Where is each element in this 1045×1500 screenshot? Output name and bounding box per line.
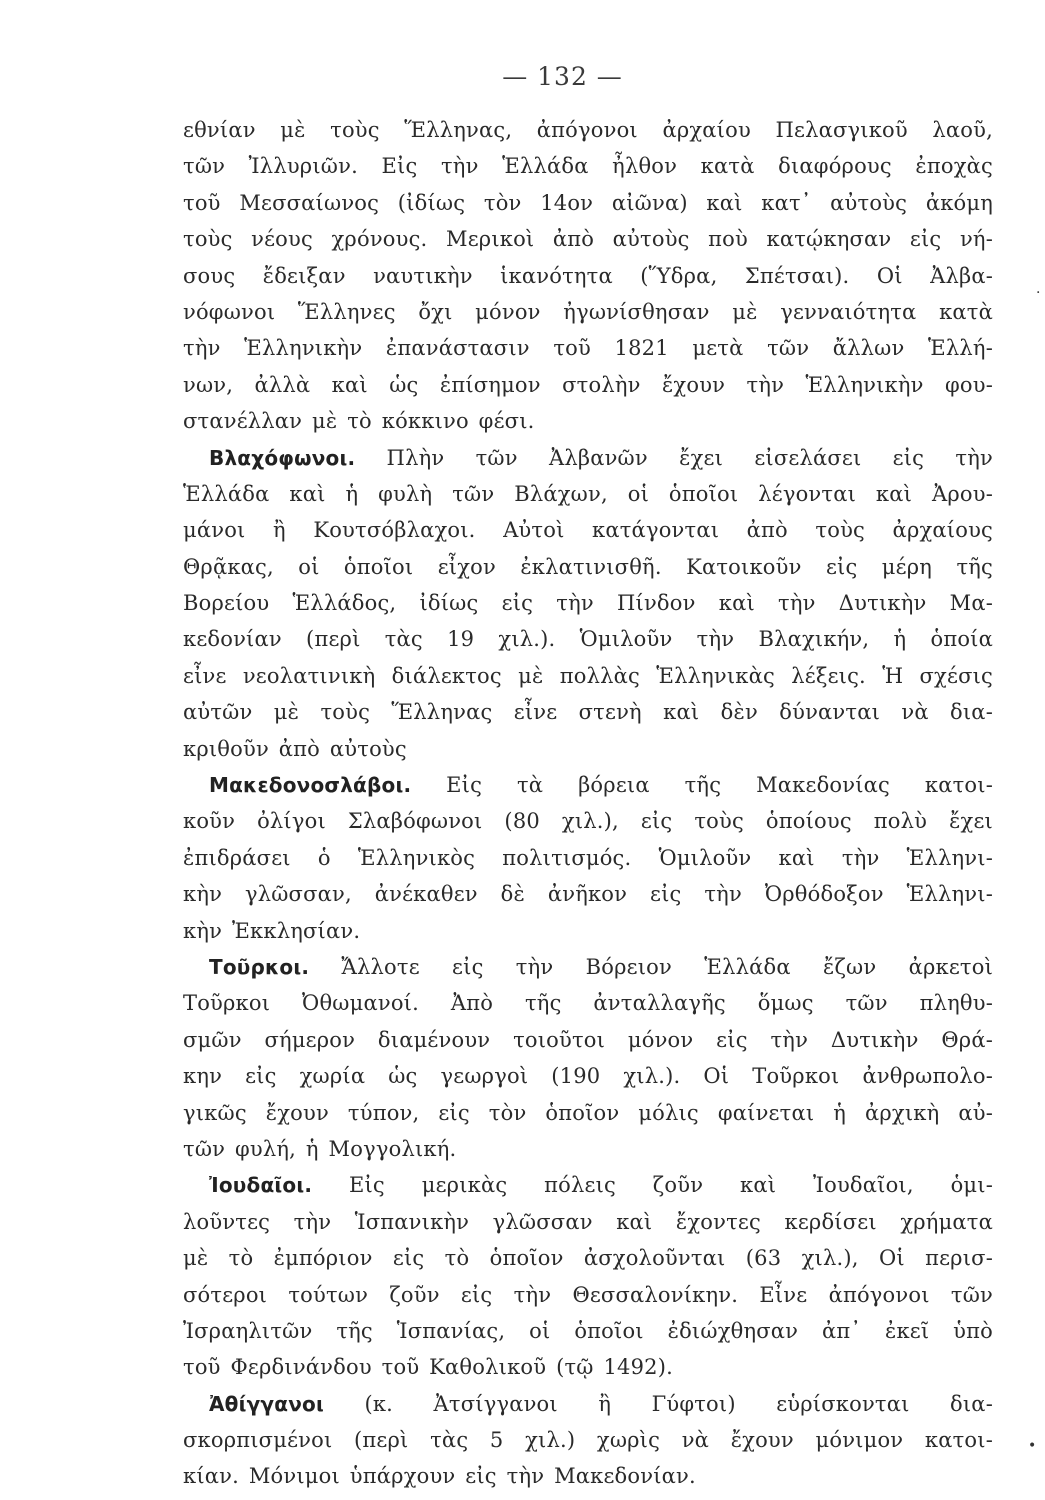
section-heading: Ἰουδαῖοι.: [209, 1173, 313, 1198]
text-line: [183, 621, 993, 657]
text-line: [183, 221, 993, 257]
text-line: [183, 1240, 993, 1276]
line-text: κριθοῦν ἀπὸ αὐτοὺς: [183, 736, 407, 761]
text-line: [183, 403, 993, 439]
text-line: [183, 694, 993, 730]
line-text: σκορπισμένοι (περὶ τὰς 5 χιλ.) χωρὶς νὰ ἔχουν μόνιμον κατοι-: [183, 1428, 993, 1453]
text-line: [183, 913, 993, 949]
line-text: λοῦντες τὴν Ἱσπανικὴν γλῶσσαν καὶ ἔχοντες κερδίσει χρήματα: [183, 1209, 993, 1234]
line-text: τὴν Ἑλληνικὴν ἐπανάστασιν τοῦ 1821 μετὰ τῶν ἄλλων Ἑλλή-: [183, 336, 993, 361]
line-text: εἶνε νεολατινικὴ διάλεκτος μὲ πολλὰς Ἑλληνικὰς λέξεις. Ἡ σχέσις: [183, 663, 993, 688]
line-text: Εἰς τὰ βόρεια τῆς Μακεδονίας κατοι-: [411, 773, 993, 798]
line-text: σους ἔδειξαν ναυτικὴν ἱκανότητα (Ὕδρα, Σπέτσαι). Οἱ Ἀλβα-: [183, 263, 993, 288]
line-text: κεδονίαν (περὶ τὰς 19 χιλ.). Ὁμιλοῦν τὴν Βλαχικήν, ἡ ὁποία: [183, 627, 993, 652]
page-body-text: [183, 112, 993, 1495]
line-text: γικῶς ἔχουν τύπον, εἰς τὸν ὁποῖον μόλις φαίνεται ἡ ἀρχικὴ αὐ-: [183, 1100, 993, 1125]
line-text: Πλὴν τῶν Ἀλβανῶν ἔχει εἰσελάσει εἰς τὴν: [355, 445, 993, 470]
text-line: [183, 294, 993, 330]
text-line: [183, 949, 993, 985]
text-line: [183, 367, 993, 403]
line-text: κίαν. Μόνιμοι ὑπάρχουν εἰς τὴν Μακεδονίαν.: [183, 1464, 696, 1489]
text-line: [183, 1095, 993, 1131]
line-text: τοὺς νέους χρόνους. Μερικοὶ ἀπὸ αὐτοὺς ποὺ κατῴκησαν εἰς νή-: [183, 227, 993, 252]
text-line: [183, 840, 993, 876]
text-line: [183, 985, 993, 1021]
text-line: [183, 803, 993, 839]
section-heading: Μακεδονοσλάβοι.: [209, 773, 412, 798]
line-text: Εἰς μερικὰς πόλεις ζοῦν καὶ Ἰουδαῖοι, ὁμι-: [312, 1173, 993, 1198]
line-text: Θρᾷκας, οἱ ὁποῖοι εἶχον ἐκλατινισθῆ. Κατοικοῦν εἰς μέρη τῆς: [183, 554, 993, 579]
text-line: [183, 1022, 993, 1058]
line-text: νων, ἀλλὰ καὶ ὡς ἐπίσημον στολὴν ἔχουν τὴν Ἑλληνικὴν φου-: [183, 372, 993, 397]
line-text: τῶν φυλή, ἡ Μογγολική.: [183, 1136, 457, 1161]
text-line: [183, 512, 993, 548]
line-text: τοῦ Φερδινάνδου τοῦ Καθολικοῦ (τῷ 1492).: [183, 1355, 673, 1380]
text-line: [183, 330, 993, 366]
text-line: [183, 1458, 993, 1494]
section-heading: Ἀθίγγανοι: [209, 1391, 324, 1416]
text-line: [183, 549, 993, 585]
margin-dot: •: [1028, 1438, 1037, 1454]
line-text: σμῶν σήμερον διαμένουν τοιοῦτοι μόνον εἰς τὴν Δυτικὴν Θρά-: [183, 1027, 993, 1052]
line-text: τῶν Ἰλλυριῶν. Εἰς τὴν Ἑλλάδα ἦλθον κατὰ διαφόρους ἐποχὰς: [183, 154, 993, 179]
text-line: [183, 1167, 993, 1203]
text-line: [183, 1349, 993, 1385]
text-line: [183, 440, 993, 476]
line-text: κὴν Ἐκκλησίαν.: [183, 918, 361, 943]
text-line: [183, 258, 993, 294]
line-text: (κ. Ἀτσίγγανοι ἢ Γύφτοι) εὑρίσκονται δια-: [323, 1391, 993, 1416]
text-line: [183, 1386, 993, 1422]
line-text: Τοῦρκοι Ὀθωμανοί. Ἀπὸ τῆς ἀνταλλαγῆς ὅμως τῶν πληθυ-: [183, 991, 993, 1016]
text-line: [183, 585, 993, 621]
line-text: μὲ τὸ ἐμπόριον εἰς τὸ ὁποῖον ἀσχολοῦνται (63 χιλ.), Οἱ περισ-: [183, 1246, 993, 1271]
line-text: ἐπιδράσει ὁ Ἑλληνικὸς πολιτισμός. Ὁμιλοῦν καὶ τὴν Ἑλληνι-: [183, 845, 993, 870]
line-text: τοῦ Μεσσαίωνος (ἰδίως τὸν 14ον αἰῶνα) καὶ κατ᾽ αὐτοὺς ἀκόμη: [183, 190, 993, 215]
text-line: [183, 185, 993, 221]
line-text: σότεροι τούτων ζοῦν εἰς τὴν Θεσσαλονίκην. Εἶνε ἀπόγονοι τῶν: [183, 1282, 993, 1307]
text-line: [183, 148, 993, 184]
line-text: αὐτῶν μὲ τοὺς Ἕλληνας εἶνε στενὴ καὶ δὲν δύνανται νὰ δια-: [183, 700, 993, 725]
text-line: [183, 1131, 993, 1167]
text-line: [183, 1422, 993, 1458]
section-heading: Βλαχόφωνοι.: [209, 445, 356, 470]
margin-mark: ·: [1036, 285, 1041, 301]
line-text: Βορείου Ἑλλάδος, ἰδίως εἰς τὴν Πίνδον καὶ τὴν Δυτικὴν Μα-: [183, 591, 993, 616]
page-number: — 132 —: [502, 62, 623, 91]
text-line: [183, 731, 993, 767]
line-text: στανέλλαν μὲ τὸ κόκκινο φέσι.: [183, 409, 535, 434]
line-text: Ἑλλάδα καὶ ἡ φυλὴ τῶν Βλάχων, οἱ ὁποῖοι λέγονται καὶ Ἀρου-: [183, 481, 993, 506]
line-text: κοῦν ὀλίγοι Σλαβόφωνοι (80 χιλ.), εἰς τοὺς ὁποίους πολὺ ἔχει: [183, 809, 993, 834]
line-text: Ἰσραηλιτῶν τῆς Ἱσπανίας, οἱ ὁποῖοι ἐδιώχθησαν ἀπ᾽ ἐκεῖ ὑπὸ: [183, 1318, 993, 1343]
line-text: μάνοι ἢ Κουτσόβλαχοι. Αὐτοὶ κατάγονται ἀπὸ τοὺς ἀρχαίους: [183, 518, 993, 543]
section-heading: Τοῦρκοι.: [209, 954, 310, 979]
text-line: [183, 767, 993, 803]
text-line: [183, 876, 993, 912]
line-text: κὴν γλῶσσαν, ἀνέκαθεν δὲ ἀνῆκον εἰς τὴν Ὀρθόδοξον Ἑλληνι-: [183, 882, 993, 907]
text-line: [183, 1204, 993, 1240]
text-line: [183, 658, 993, 694]
line-text: κην εἰς χωρία ὡς γεωργοὶ (190 χιλ.). Οἱ Τοῦρκοι ἀνθρωπολο-: [183, 1064, 993, 1089]
text-line: [183, 1058, 993, 1094]
line-text: εθνίαν μὲ τοὺς Ἕλληνας, ἀπόγονοι ἀρχαίου Πελασγικοῦ λαοῦ,: [183, 118, 993, 142]
text-line: [183, 112, 993, 148]
line-text: νόφωνοι Ἕλληνες ὄχι μόνον ἠγωνίσθησαν μὲ γενναιότητα κατὰ: [183, 299, 993, 324]
text-line: [183, 1277, 993, 1313]
line-text: Ἄλλοτε εἰς τὴν Βόρειον Ἑλλάδα ἔζων ἀρκετοὶ: [309, 954, 993, 979]
text-line: [183, 1313, 993, 1349]
text-line: [183, 476, 993, 512]
